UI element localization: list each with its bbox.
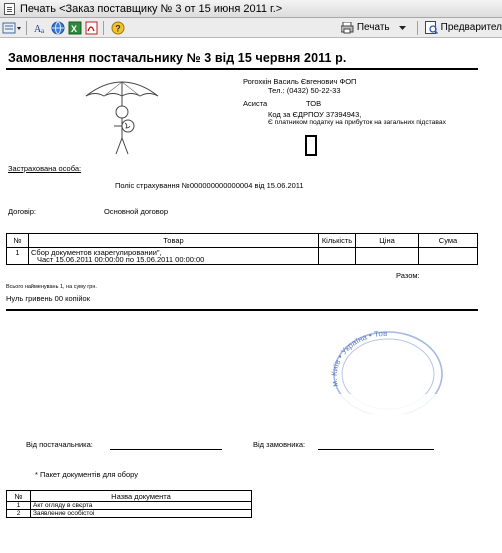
doc-row-name: Акт огляду в свєрта xyxy=(31,502,252,510)
policy-text: Поліс страхування №000000000000004 від 15.06.2011 xyxy=(115,181,304,190)
row-no: 1 xyxy=(7,248,29,265)
row-sum xyxy=(419,248,478,265)
help-icon xyxy=(111,21,125,35)
table-row xyxy=(7,510,252,518)
buyer-tax: Є платником податку на прибуток на загальних підставах xyxy=(268,119,446,126)
total-in-words: Нуль гривень 00 копійок xyxy=(6,294,91,303)
help-button[interactable] xyxy=(111,20,125,36)
goods-table xyxy=(6,233,478,265)
printer-icon xyxy=(341,22,354,34)
pdf-icon xyxy=(85,21,99,35)
svg-text:м. Київ • Україна • Тов xyxy=(330,329,388,387)
documents-table xyxy=(6,490,252,518)
pdf-button[interactable] xyxy=(85,20,99,36)
svg-text:A: A xyxy=(34,23,42,35)
supplier-name: Рогохкін Василь Євгенович ФОП xyxy=(243,77,357,86)
insured-label: Застрахована особа: xyxy=(8,164,82,173)
company-stamp xyxy=(318,314,443,414)
chevron-down-icon xyxy=(399,25,407,31)
document-page xyxy=(0,38,502,553)
window-title: Печать <Заказ поставщику № 3 от 15 июня 2011 г.> xyxy=(20,2,283,15)
contract-value: Основной договор xyxy=(104,207,168,216)
total-rule xyxy=(6,309,478,311)
customer-signature-line xyxy=(318,449,434,450)
excel-button[interactable] xyxy=(68,20,82,36)
svg-text:?: ? xyxy=(115,23,121,33)
doc-row-no: 2 xyxy=(7,510,31,518)
col-header-price: Ціна xyxy=(356,234,419,248)
docs-note: * Пакет документів для обору xyxy=(35,470,138,479)
umbrella-logo xyxy=(82,76,162,160)
svg-text:X: X xyxy=(71,23,78,34)
from-supplier-label: Від постачальника: xyxy=(26,440,93,449)
preview-icon xyxy=(425,21,438,34)
col-header-sum: Сума xyxy=(419,234,478,248)
menu-dropdown-button[interactable] xyxy=(2,20,22,36)
table-row xyxy=(7,248,478,265)
docs-col-no: № xyxy=(7,491,31,502)
supplier-signature-line xyxy=(110,449,222,450)
supplier-phone: Тел.: (0432) 50-22-33 xyxy=(268,86,341,95)
row-item xyxy=(29,248,319,265)
barcode-box xyxy=(305,135,317,156)
browser-button[interactable] xyxy=(51,20,65,36)
row-qty xyxy=(319,248,356,265)
col-header-item: Товар xyxy=(29,234,319,248)
buyer-label: Асиста xyxy=(243,99,268,108)
from-customer-label: Від замовника: xyxy=(253,440,306,449)
excel-icon xyxy=(68,21,82,35)
document-icon xyxy=(4,3,15,15)
font-button[interactable] xyxy=(34,20,48,36)
toolbar-separator xyxy=(417,21,418,35)
buyer-type: ТОВ xyxy=(306,99,322,108)
toolbar xyxy=(0,18,502,38)
row-item-line2: Част 15.06.2011 00:00:00 по 15.06.2011 00:00:00 xyxy=(37,255,205,264)
globe-icon xyxy=(51,21,65,35)
preview-label: Предварител xyxy=(440,22,502,33)
table-row xyxy=(7,502,252,510)
doc-row-name: Заявление особістоі xyxy=(31,510,252,518)
total-label: Разом: xyxy=(396,271,420,280)
list-icon xyxy=(2,21,22,35)
print-button[interactable] xyxy=(341,20,390,36)
buyer-code: Код за ЄДРПОУ 37394943, xyxy=(268,110,362,119)
title-rule xyxy=(6,68,478,70)
row-price xyxy=(356,248,419,265)
toolbar-separator xyxy=(103,21,104,35)
print-dropdown-arrow[interactable] xyxy=(399,20,407,36)
doc-row-no: 1 xyxy=(7,502,31,510)
row-item-line1: Сбор документов кзарегулировании", xyxy=(31,248,162,257)
print-label: Печать xyxy=(356,22,390,33)
col-header-no: № xyxy=(7,234,29,248)
toolbar-separator xyxy=(26,21,27,35)
total-items-text: Всього найменувань 1, на суму грн. xyxy=(6,284,97,290)
docs-col-name: Назва документа xyxy=(31,491,252,502)
window-title-bar xyxy=(0,0,502,18)
col-header-qty: Кількість xyxy=(319,234,356,248)
svg-text:a: a xyxy=(41,26,45,35)
contract-label: Договір: xyxy=(8,207,36,216)
document-title: Замовлення постачальнику № 3 від 15 червня 2011 р. xyxy=(8,51,347,65)
font-icon xyxy=(34,21,48,35)
preview-button[interactable] xyxy=(425,20,502,36)
stamp-text: м. Київ • Україна • Тов xyxy=(329,328,388,388)
